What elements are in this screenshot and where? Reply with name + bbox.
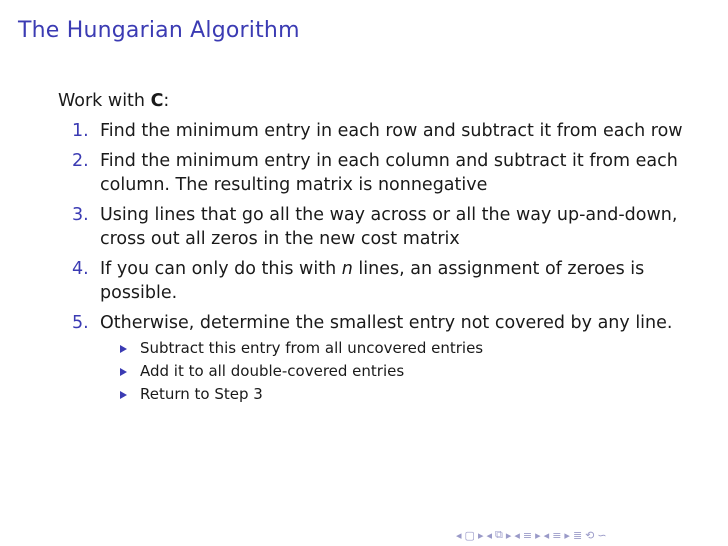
step-text: Find the minimum entry in each column and subtract it from each column. The resulting matrix is nonnegative bbox=[100, 151, 678, 195]
substeps-list bbox=[100, 337, 698, 406]
nav-section-icon: ≡ bbox=[522, 528, 533, 542]
nav-next-frame-icon[interactable]: ▸ bbox=[477, 528, 484, 542]
step-number: 2. bbox=[72, 151, 89, 171]
list-item bbox=[72, 257, 698, 305]
nav-search-icon[interactable]: ⟲ bbox=[585, 528, 595, 542]
list-item bbox=[120, 337, 698, 360]
nav-subsection-icon: ⧉ bbox=[495, 528, 503, 541]
step-number: 3. bbox=[72, 205, 89, 225]
step-text: Find the minimum entry in each row and subtract it from each row bbox=[100, 121, 683, 141]
substep-text: Return to Step 3 bbox=[140, 385, 263, 403]
steps-list bbox=[58, 119, 698, 406]
slide-title: The Hungarian Algorithm bbox=[18, 18, 300, 43]
nav-next-subsection-icon[interactable]: ▸ bbox=[505, 528, 512, 542]
substep-text: Add it to all double-covered entries bbox=[140, 362, 405, 380]
triangle-bullet-icon bbox=[120, 368, 127, 376]
step-text bbox=[100, 257, 698, 305]
intro-line bbox=[58, 88, 698, 114]
step-text-italic: n bbox=[341, 259, 353, 279]
nav-prev-section-end-icon[interactable]: ◂ bbox=[543, 528, 550, 542]
intro-bold: C bbox=[150, 91, 164, 111]
nav-prev-section-icon[interactable]: ◂ bbox=[514, 528, 520, 542]
slide-body bbox=[58, 88, 698, 412]
triangle-bullet-icon bbox=[120, 345, 127, 353]
nav-outline-icon[interactable]: ≣ bbox=[572, 528, 583, 542]
nav-section-end-icon: ≡ bbox=[552, 528, 562, 542]
list-item bbox=[120, 360, 698, 383]
nav-prev-frame-icon[interactable]: ◂ bbox=[456, 528, 462, 542]
list-item bbox=[72, 149, 698, 197]
triangle-bullet-icon bbox=[120, 391, 127, 399]
step-text: Using lines that go all the way across or all the way up-and-down, cross out all zeros in the new cost matrix bbox=[100, 205, 678, 249]
list-item bbox=[72, 311, 698, 406]
nav-next-section-end-icon[interactable]: ▸ bbox=[564, 528, 570, 542]
intro-prefix: Work with bbox=[58, 91, 151, 111]
list-item bbox=[72, 119, 698, 143]
step-text: Otherwise, determine the smallest entry not covered by any line. bbox=[100, 313, 673, 333]
nav-next-section-icon[interactable]: ▸ bbox=[535, 528, 541, 542]
step-number: 5. bbox=[72, 313, 89, 333]
nav-prev-subsection-icon[interactable]: ◂ bbox=[486, 528, 492, 542]
step-text-block bbox=[100, 311, 698, 406]
beamer-navigation-bar bbox=[456, 528, 607, 542]
step-number: 1. bbox=[72, 121, 89, 141]
intro-suffix: : bbox=[163, 91, 170, 111]
step-text-before: If you can only do this with bbox=[100, 259, 342, 279]
list-item bbox=[120, 383, 698, 406]
list-item bbox=[72, 203, 698, 251]
nav-zoom-icon[interactable]: ∽ bbox=[597, 528, 607, 542]
nav-frame-icon: ▢ bbox=[464, 528, 475, 542]
step-number: 4. bbox=[72, 259, 89, 279]
substep-text: Subtract this entry from all uncovered entries bbox=[140, 339, 484, 357]
step-text-after: lines, an assignment of zeroes is possible. bbox=[100, 259, 645, 303]
